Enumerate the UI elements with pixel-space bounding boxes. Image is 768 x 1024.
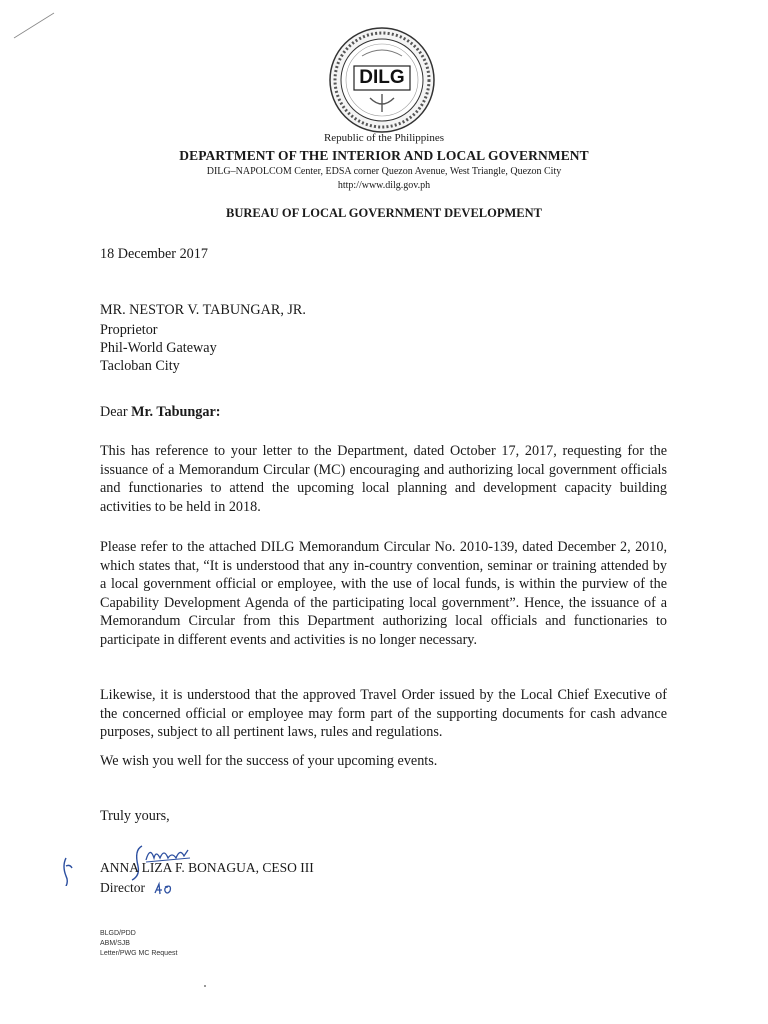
letterhead-address: DILG–NAPOLCOM Center, EDSA corner Quezon Avenue, West Triangle, Quezon City	[206, 166, 562, 177]
pen-stroke-mark	[12, 10, 56, 40]
letterhead-url[interactable]: http://www.dilg.gov.ph	[337, 180, 431, 191]
body-paragraph-3: Likewise, it is understood that the approved Travel Order issued by the Local Chief Executive of the concerned official or employee may form part of the supporting documents for cash advance purposes, subject to all pertinent laws, rules and regulations.	[100, 687, 667, 741]
body-paragraph-2: Please refer to the attached DILG Memorandum Circular No. 2010-139, dated December 2, 2010, which states that, “It is understood that any in-country convention, seminar or training attended by a local government official or employee, with the use of local funds, is within the purview of the Capability Development Agenda of the participating local government”. Hence, the issuance of a Memorandum Circular from this Department authorizing local officials and functionaries to participate in different events and activities is no longer necessary.	[100, 539, 667, 648]
reference-code-1: BLGD/PDD	[100, 930, 136, 937]
salutation-prefix: Dear	[100, 404, 132, 420]
reference-code-3: Letter/PWG MC Request	[100, 950, 178, 957]
handwritten-initials	[152, 881, 176, 897]
letterhead-republic: Republic of the Philippines	[323, 132, 445, 144]
recipient-name: MR. NESTOR V. TABUNGAR, JR.	[100, 302, 306, 318]
reference-code-2: ABM/SJB	[100, 940, 130, 947]
letterhead-bureau: BUREAU OF LOCAL GOVERNMENT DEVELOPMENT	[225, 206, 542, 220]
page-speck	[204, 985, 206, 987]
recipient-city: Tacloban City	[100, 358, 180, 374]
signer-name: ANNA LIZA F. BONAGUA, CESO III	[100, 860, 314, 875]
salutation	[100, 404, 220, 421]
body-paragraph-4: We wish you well for the success of your upcoming events.	[100, 753, 438, 769]
salutation-name: Mr. Tabungar:	[131, 404, 221, 420]
recipient-position: Proprietor	[100, 322, 158, 338]
body-paragraph-1: This has reference to your letter to the Department, dated October 17, 2017, requesting for the issuance of a Memorandum Circular (MC) encouraging and authorizing local government officials and functionaries to attend the upcoming local planning and development capacity building activities to be held in 2018.	[100, 443, 667, 515]
recipient-company: Phil-World Gateway	[100, 340, 217, 356]
letterhead-department: DEPARTMENT OF THE INTERIOR AND LOCAL GOVERNMENT	[179, 148, 589, 163]
closing: Truly yours,	[100, 808, 170, 824]
seal-text: DILG	[359, 67, 405, 88]
signer-title: Director	[100, 880, 145, 895]
letter-date: 18 December 2017	[100, 246, 208, 262]
